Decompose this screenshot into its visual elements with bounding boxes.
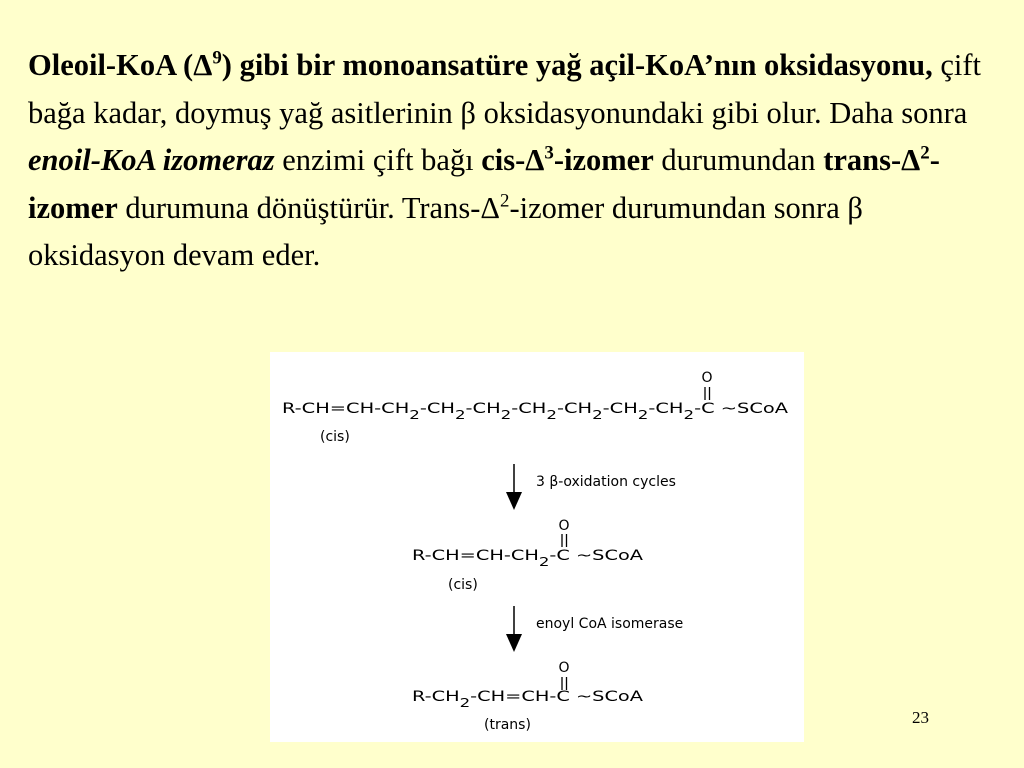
carbonyl-oxygen: O bbox=[558, 660, 570, 676]
cis-term-suffix: -izomer bbox=[553, 143, 654, 177]
arrow-down-icon bbox=[506, 634, 522, 652]
carbonyl-oxygen: O bbox=[558, 518, 570, 534]
text-segment: Oleoil-KoA ( bbox=[28, 48, 194, 82]
formula-cis-long: R-CH=CH-CH 2 -CH 2 -CH 2 -CH 2 -CH 2 -CH 2 -CH 2 -C ~SCoA bbox=[282, 401, 762, 422]
arrow-down-icon bbox=[506, 492, 522, 510]
delta-symbol: Δ bbox=[193, 48, 213, 82]
superscript: 2 bbox=[499, 189, 510, 211]
text-segment: -izomer durumundan sonra β oksidasyon devam eder. bbox=[28, 190, 863, 272]
body-paragraph bbox=[28, 42, 998, 280]
cis-label: (cis) bbox=[320, 429, 350, 445]
trans-label: (trans) bbox=[484, 717, 531, 733]
superscript: 2 bbox=[920, 142, 930, 164]
page-number: 23 bbox=[912, 708, 929, 727]
trans-term: trans-Δ bbox=[823, 143, 921, 177]
formula-trans: R-CH 2 -CH=CH-C ~SCoA bbox=[412, 689, 596, 710]
trans-term-suffix: -izomer bbox=[28, 143, 940, 225]
enzyme-name: enoil-KoA izomeraz bbox=[28, 143, 275, 177]
beta-oxidation-label: 3 β-oxidation cycles bbox=[536, 474, 676, 490]
text-segment: durumundan bbox=[653, 143, 824, 177]
cis-label: (cis) bbox=[448, 577, 478, 593]
text-segment: ) gibi bir monoansatüre yağ açil-KoA’nın oksidasyonu, bbox=[221, 48, 933, 82]
text-segment: çift bağa kadar, doymuş yağ asitlerinin β oksidasyonundaki gibi olur. Daha sonra bbox=[28, 48, 982, 130]
superscript: 9 bbox=[212, 47, 222, 69]
cis-term: cis-Δ bbox=[481, 143, 545, 177]
text-segment: durumuna dönüştürür. Trans-Δ bbox=[117, 190, 500, 225]
reaction-diagram bbox=[270, 352, 804, 742]
isomerase-label: enoyl CoA isomerase bbox=[536, 616, 684, 632]
superscript: 3 bbox=[544, 142, 554, 164]
text-segment: enzimi çift bağı bbox=[274, 143, 482, 177]
carbonyl-oxygen: O bbox=[701, 370, 713, 386]
formula-cis-short: R-CH=CH-CH 2 -C ~SCoA bbox=[412, 548, 618, 569]
